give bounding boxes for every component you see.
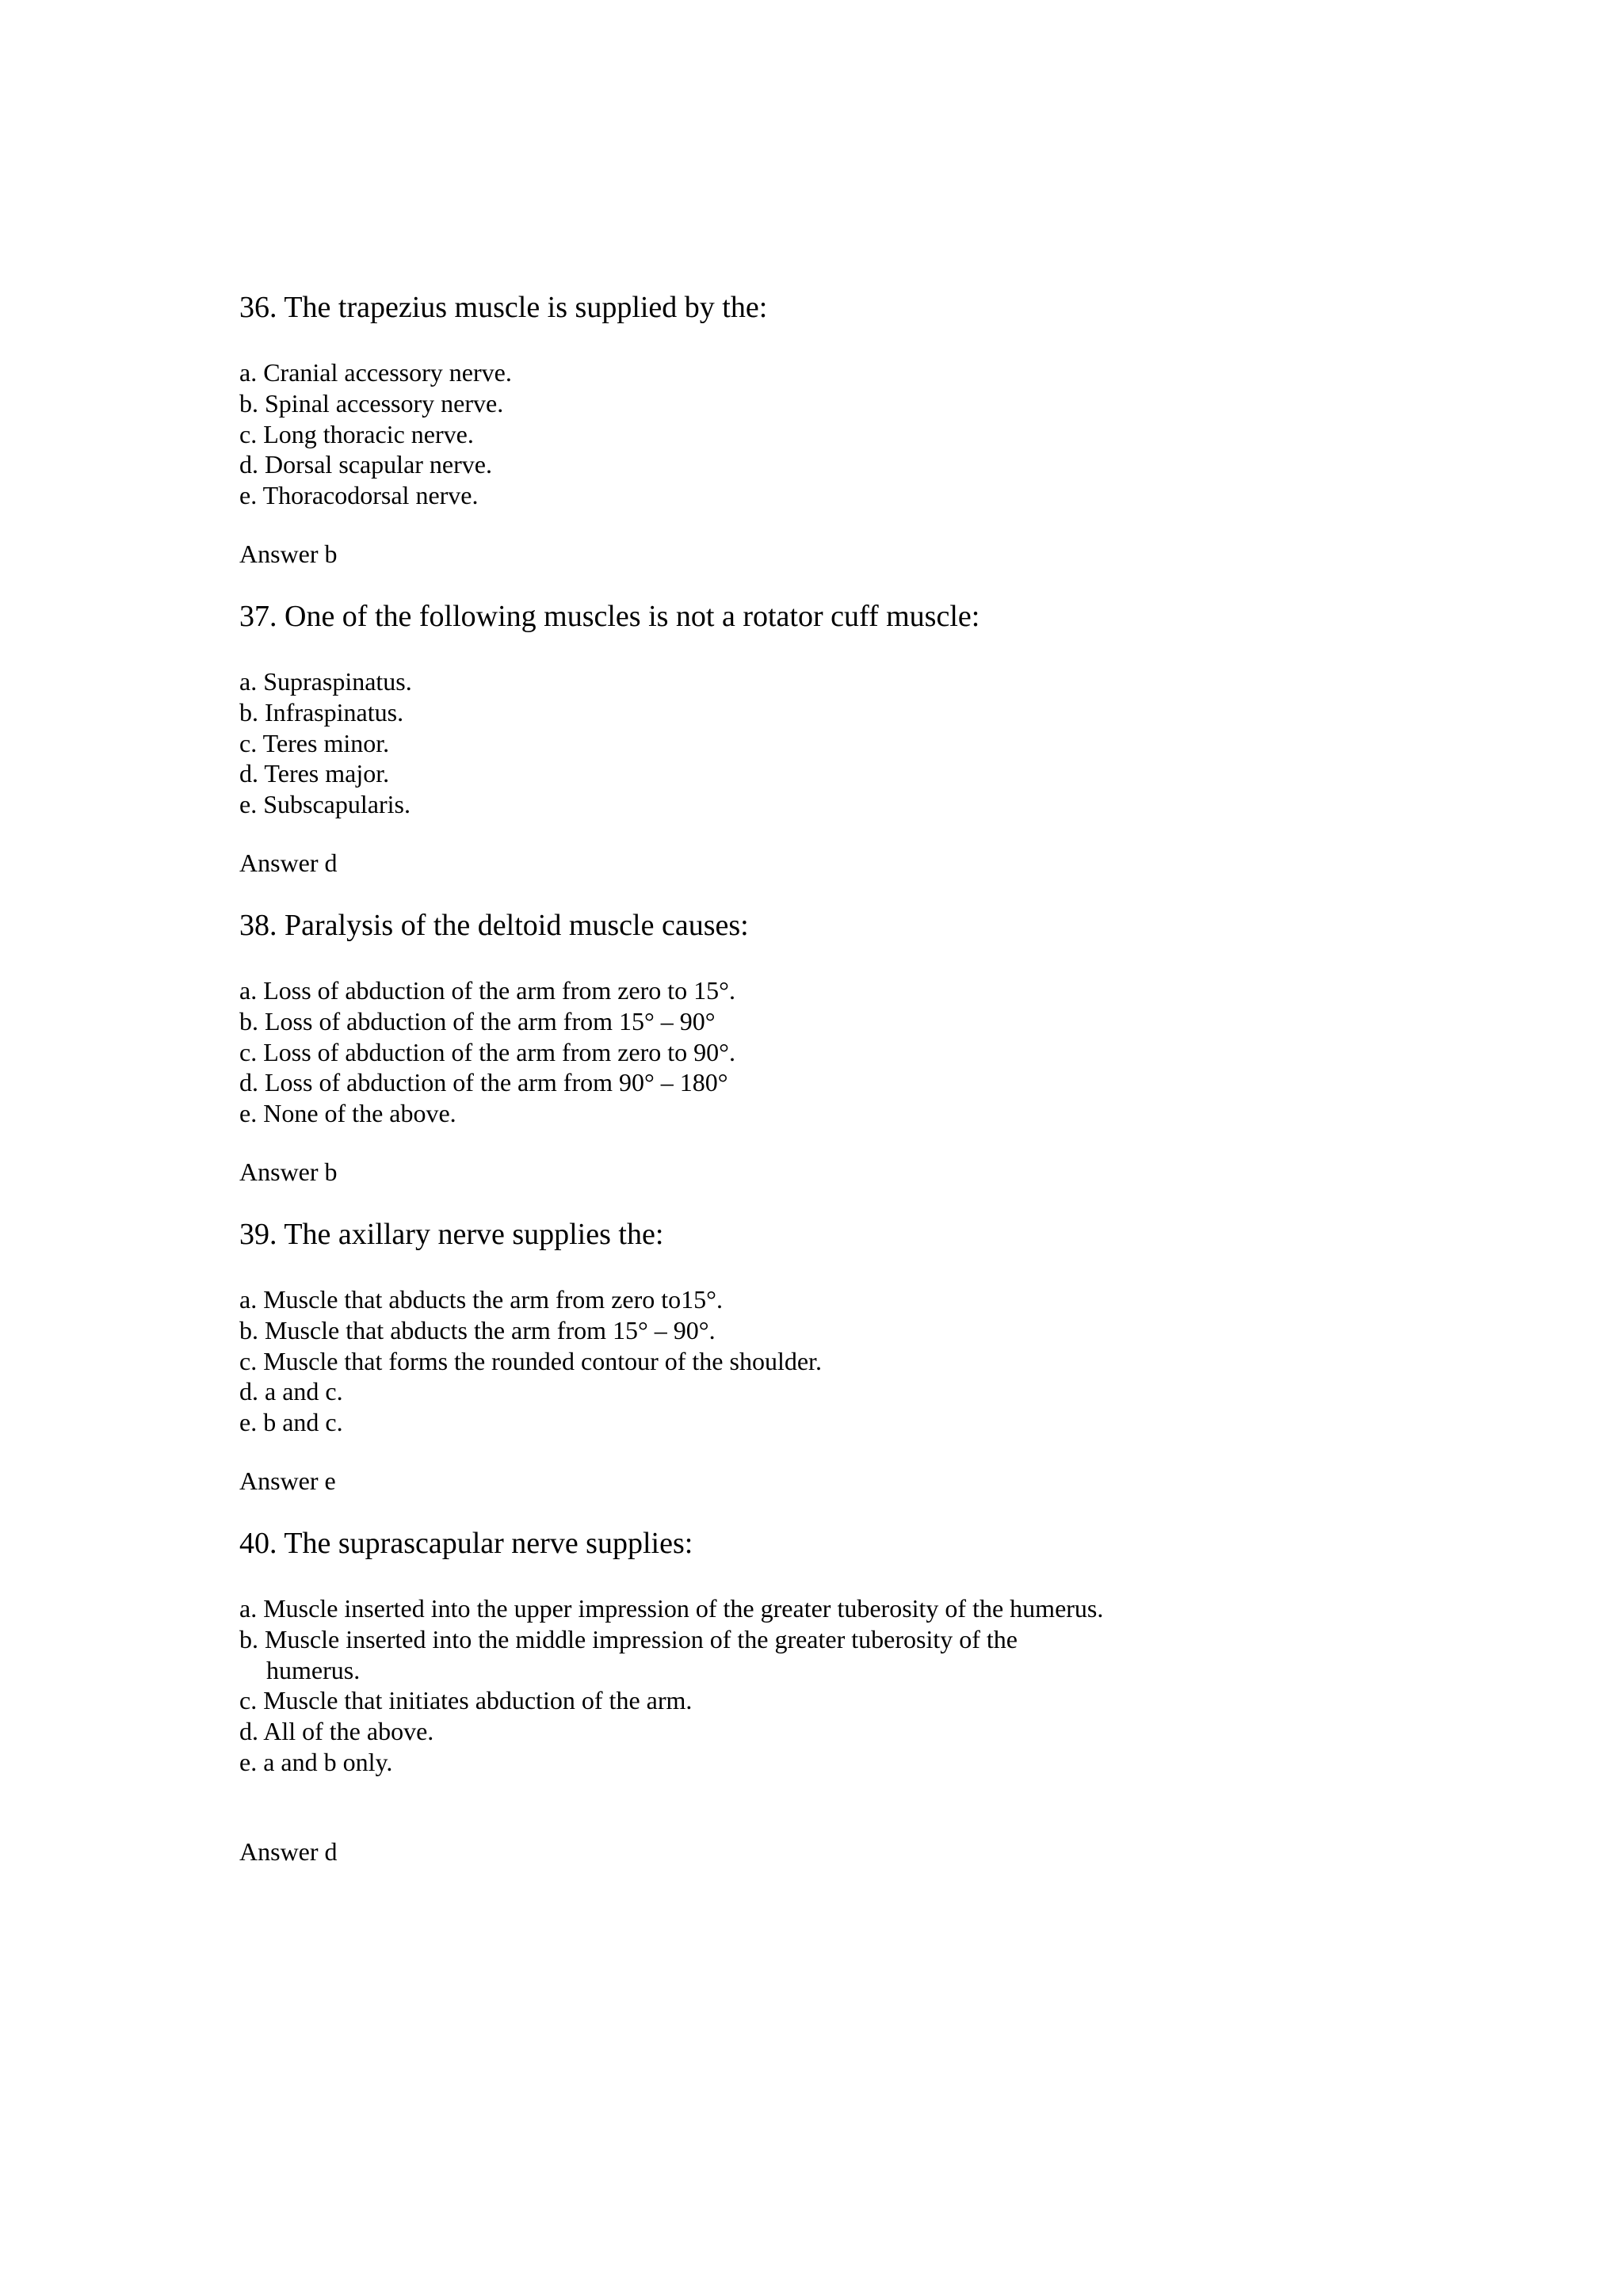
option-a: a. Muscle that abducts the arm from zero to15°.: [239, 1285, 723, 1314]
option-c: c. Muscle that forms the rounded contour of the shoulder.: [239, 1346, 822, 1375]
answer-text: Answer d: [239, 849, 338, 877]
option-c: c. Loss of abduction of the arm from zero to 90°.: [239, 1037, 735, 1066]
option-d: d. Teres major.: [239, 759, 390, 788]
option-list: [239, 666, 412, 820]
question-36: [239, 291, 1428, 568]
option-list: [239, 975, 735, 1129]
answer-text: Answer e: [239, 1466, 336, 1495]
question-text: 36. The trapezius muscle is supplied by the:: [239, 291, 768, 324]
question-text: 37. One of the following muscles is not a rotator cuff muscle:: [239, 600, 980, 633]
question-text: 39. The axillary nerve supplies the:: [239, 1218, 664, 1251]
question-40: [239, 1527, 1428, 1866]
question-37: [239, 600, 1428, 877]
option-b: b. Loss of abduction of the arm from 15° – 90°: [239, 1006, 716, 1035]
option-a: a. Muscle inserted into the upper impression of the greater tuberosity of the humerus.: [239, 1594, 1104, 1623]
option-d: d. Dorsal scapular nerve.: [239, 450, 492, 479]
option-e: e. Thoracodorsal nerve.: [239, 481, 479, 510]
option-e: e. Subscapularis.: [239, 790, 411, 819]
option-b: b. Infraspinatus.: [239, 697, 404, 727]
option-d: d. Loss of abduction of the arm from 90° – 180°: [239, 1068, 728, 1097]
option-c: c. Muscle that initiates abduction of the arm.: [239, 1686, 693, 1715]
option-e: e. b and c.: [239, 1408, 343, 1437]
option-d: d. All of the above.: [239, 1717, 434, 1746]
option-a: a. Cranial accessory nerve.: [239, 358, 512, 387]
option-c: c. Teres minor.: [239, 728, 390, 757]
option-b: b. Muscle that abducts the arm from 15° – 90°.: [239, 1315, 716, 1344]
option-list: [239, 1593, 1106, 1778]
option-list: [239, 357, 512, 511]
option-b: b. Muscle inserted into the middle impression of the greater tuberosity of the humerus.: [239, 1624, 1018, 1684]
option-a: a. Supraspinatus.: [239, 667, 412, 696]
question-text: 38. Paralysis of the deltoid muscle causes:: [239, 909, 749, 942]
question-text: 40. The suprascapular nerve supplies:: [239, 1527, 693, 1560]
answer-text: Answer b: [239, 1158, 338, 1186]
option-list: [239, 1284, 822, 1438]
question-38: [239, 909, 1428, 1186]
question-39: [239, 1218, 1428, 1495]
option-b: b. Spinal accessory nerve.: [239, 388, 504, 418]
option-e: e. None of the above.: [239, 1099, 456, 1128]
option-e: e. a and b only.: [239, 1747, 393, 1776]
answer-text: Answer d: [239, 1837, 338, 1866]
answer-text: Answer b: [239, 540, 338, 568]
option-a: a. Loss of abduction of the arm from zero to 15°.: [239, 976, 735, 1005]
option-d: d. a and c.: [239, 1377, 343, 1406]
option-c: c. Long thoracic nerve.: [239, 419, 474, 448]
